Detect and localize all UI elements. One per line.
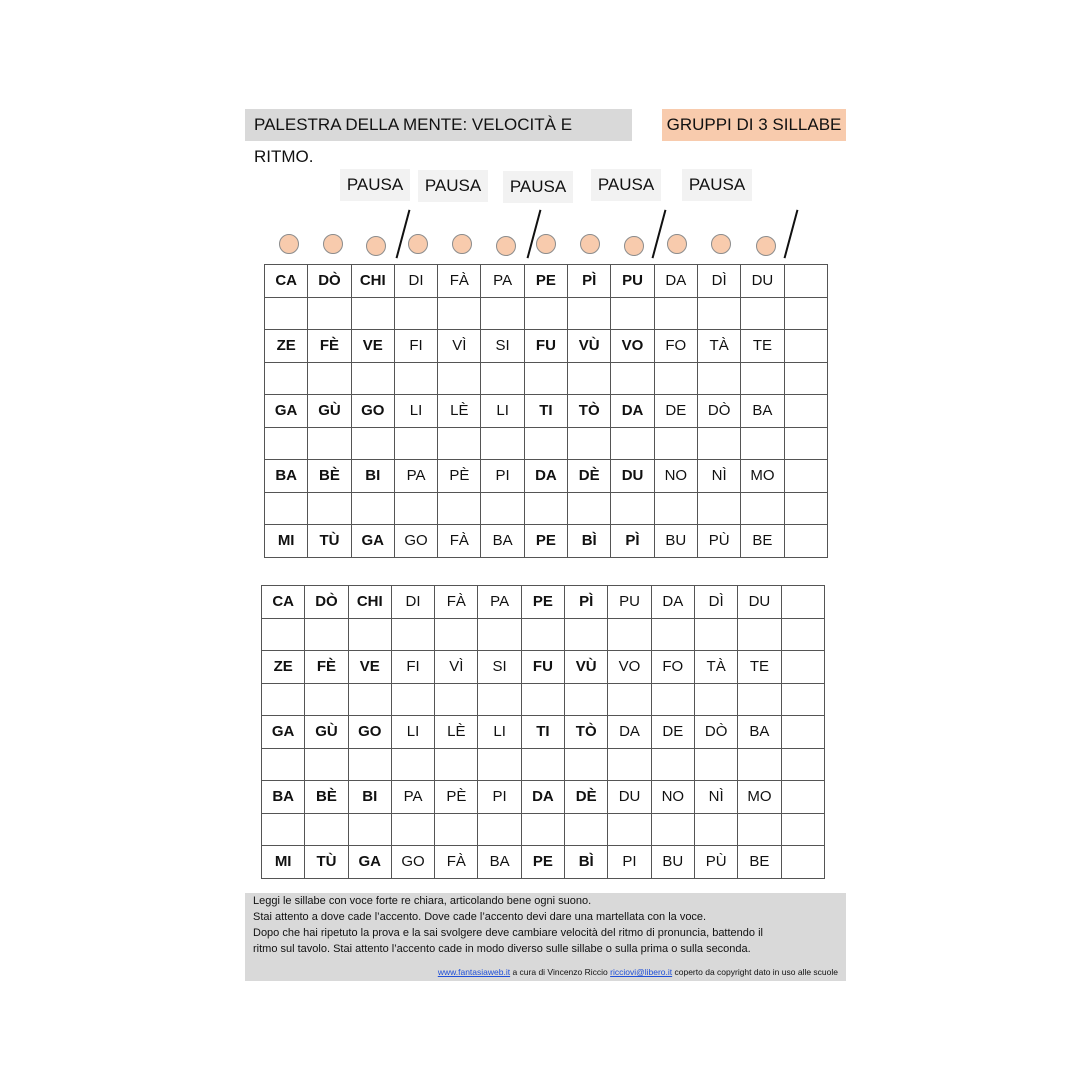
blank-cell (481, 362, 524, 395)
syllable-cell: FÈ (305, 651, 348, 684)
blank-cell (351, 492, 394, 525)
syllable-cell: DÒ (308, 265, 351, 298)
email-link[interactable]: ricciovi@libero.it (610, 967, 673, 977)
syllable-cell: DU (611, 460, 654, 493)
syllable-cell: PA (394, 460, 437, 493)
syllable-cell: DA (651, 586, 694, 619)
syllable-cell: LI (481, 395, 524, 428)
syllable-cell: VÌ (438, 330, 481, 363)
blank-cell (784, 427, 827, 460)
syllable-dot (366, 236, 386, 256)
syllable-cell: GO (351, 395, 394, 428)
blank-cell (391, 683, 434, 716)
site-link[interactable]: www.fantasiaweb.it (437, 967, 511, 977)
blank-cell (262, 683, 305, 716)
syllable-cell: PA (481, 265, 524, 298)
syllable-cell: FO (651, 651, 694, 684)
blank-cell (697, 362, 740, 395)
blank-cell (741, 492, 784, 525)
blank-cell (697, 297, 740, 330)
syllable-dot (711, 234, 731, 254)
blank-cell (265, 362, 308, 395)
syllable-cell: FÀ (438, 265, 481, 298)
syllable-cell: BA (738, 716, 781, 749)
syllable-cell (781, 846, 824, 879)
blank-cell (435, 813, 478, 846)
syllable-cell: CA (265, 265, 308, 298)
blank-cell (568, 492, 611, 525)
syllable-cell: BI (348, 781, 391, 814)
syllable-cell: GO (348, 716, 391, 749)
blank-cell (784, 362, 827, 395)
syllable-cell (784, 525, 827, 558)
blank-cell (524, 427, 567, 460)
blank-cell (697, 427, 740, 460)
syllable-cell: FU (521, 651, 564, 684)
blank-cell (305, 813, 348, 846)
blank-cell (391, 748, 434, 781)
blank-cell (478, 813, 521, 846)
syllable-cell: VE (351, 330, 394, 363)
syllable-cell: FÀ (435, 586, 478, 619)
syllable-cell: TÒ (565, 716, 608, 749)
blank-cell (348, 813, 391, 846)
blank-cell (608, 748, 651, 781)
syllable-cell: VE (348, 651, 391, 684)
syllable-cell: DA (654, 265, 697, 298)
blank-cell (438, 492, 481, 525)
syllable-cell: CHI (348, 586, 391, 619)
syllable-cell (781, 781, 824, 814)
syllable-cell: BU (651, 846, 694, 879)
syllable-cell (784, 460, 827, 493)
blank-cell (565, 748, 608, 781)
blank-cell (654, 492, 697, 525)
blank-cell (651, 813, 694, 846)
syllable-cell: PI (478, 781, 521, 814)
syllable-cell: BA (481, 525, 524, 558)
blank-cell (741, 427, 784, 460)
syllable-cell (784, 330, 827, 363)
syllable-cell: PE (521, 586, 564, 619)
syllable-cell: TÙ (305, 846, 348, 879)
blank-cell (348, 748, 391, 781)
blank-cell (521, 813, 564, 846)
blank-cell (524, 362, 567, 395)
syllable-cell: PE (524, 265, 567, 298)
syllable-cell: PÌ (611, 525, 654, 558)
syllable-cell: PÈ (435, 781, 478, 814)
blank-row (262, 748, 825, 781)
syllable-cell: FÀ (438, 525, 481, 558)
syllable-cell: DU (608, 781, 651, 814)
syllable-cell: DI (394, 265, 437, 298)
syllable-cell: PE (524, 525, 567, 558)
blank-cell (694, 618, 737, 651)
syllable-cell: PA (478, 586, 521, 619)
blank-cell (738, 683, 781, 716)
syllable-dot (536, 234, 556, 254)
syllable-cell: PÈ (438, 460, 481, 493)
syllable-cell: DA (611, 395, 654, 428)
credits (438, 967, 838, 977)
syllable-cell: BÈ (305, 781, 348, 814)
syllable-cell: DÌ (694, 586, 737, 619)
table-row (262, 781, 825, 814)
blank-cell (481, 492, 524, 525)
syllable-table-2 (261, 585, 825, 879)
blank-cell (781, 618, 824, 651)
blank-cell (305, 618, 348, 651)
blank-row (262, 683, 825, 716)
blank-cell (308, 492, 351, 525)
blank-cell (781, 748, 824, 781)
syllable-cell: PI (481, 460, 524, 493)
pause-label-3: PAUSA (503, 171, 573, 203)
instruction-line-2: Stai attento a dove cade l’accento. Dove cade l’accento devi dare una martellata con la voce. (253, 911, 707, 923)
blank-cell (654, 297, 697, 330)
blank-cell (478, 683, 521, 716)
pause-label-5: PAUSA (682, 169, 752, 201)
blank-cell (608, 618, 651, 651)
syllable-cell: BÈ (308, 460, 351, 493)
syllable-cell: GA (262, 716, 305, 749)
syllable-cell: LI (478, 716, 521, 749)
blank-cell (568, 427, 611, 460)
syllable-dot (496, 236, 516, 256)
blank-cell (262, 748, 305, 781)
pause-slash (652, 210, 667, 259)
blank-cell (654, 427, 697, 460)
syllable-cell: DÈ (565, 781, 608, 814)
syllable-cell: PE (521, 846, 564, 879)
syllable-cell: BÌ (565, 846, 608, 879)
syllable-cell: GÙ (308, 395, 351, 428)
syllable-cell: FI (394, 330, 437, 363)
syllable-cell: BE (738, 846, 781, 879)
blank-cell (348, 683, 391, 716)
blank-row (265, 297, 828, 330)
syllable-cell: NO (651, 781, 694, 814)
syllable-cell: TÀ (694, 651, 737, 684)
table-row (265, 395, 828, 428)
syllable-cell: GÙ (305, 716, 348, 749)
syllable-cell: DÈ (568, 460, 611, 493)
blank-row (262, 618, 825, 651)
syllable-cell: GA (351, 525, 394, 558)
blank-cell (481, 297, 524, 330)
syllable-cell: BA (478, 846, 521, 879)
syllable-cell: BA (265, 460, 308, 493)
syllable-cell: MI (262, 846, 305, 879)
blank-cell (521, 748, 564, 781)
syllable-cell (781, 586, 824, 619)
syllable-cell: DA (524, 460, 567, 493)
blank-cell (265, 297, 308, 330)
syllable-cell: MO (741, 460, 784, 493)
table-row (262, 586, 825, 619)
syllable-cell: MI (265, 525, 308, 558)
blank-cell (694, 748, 737, 781)
syllable-cell: GO (391, 846, 434, 879)
pause-slash (396, 210, 411, 259)
syllable-cell: DÌ (697, 265, 740, 298)
blank-cell (438, 362, 481, 395)
pause-label-1: PAUSA (340, 169, 410, 201)
blank-cell (651, 748, 694, 781)
blank-cell (481, 427, 524, 460)
blank-cell (697, 492, 740, 525)
syllable-cell: MO (738, 781, 781, 814)
blank-cell (565, 618, 608, 651)
blank-cell (611, 427, 654, 460)
syllable-cell: TÙ (308, 525, 351, 558)
blank-cell (651, 683, 694, 716)
blank-cell (394, 427, 437, 460)
syllable-cell: LÈ (438, 395, 481, 428)
syllable-cell (781, 651, 824, 684)
syllable-cell: VO (608, 651, 651, 684)
instructions-box (245, 893, 846, 981)
syllable-dot (667, 234, 687, 254)
syllable-cell: NO (654, 460, 697, 493)
syllable-cell: PI (608, 846, 651, 879)
instruction-line-4: ritmo sul tavolo. Stai attento l’accento cade in modo diverso sulle sillabe o sulla prima o sulla seconda. (253, 943, 751, 955)
syllable-cell: DI (391, 586, 434, 619)
blank-cell (265, 492, 308, 525)
table-row (262, 716, 825, 749)
blank-cell (568, 362, 611, 395)
syllable-cell: PÌ (568, 265, 611, 298)
syllable-dot (323, 234, 343, 254)
syllable-cell: DE (654, 395, 697, 428)
syllable-cell: BA (741, 395, 784, 428)
syllable-cell: NÌ (697, 460, 740, 493)
copyright-note: coperto da copyright dato in uso alle scuole (672, 967, 838, 977)
syllable-cell: VÙ (565, 651, 608, 684)
syllable-cell: VÙ (568, 330, 611, 363)
syllable-cell: PU (608, 586, 651, 619)
blank-cell (784, 297, 827, 330)
pause-label-2: PAUSA (418, 170, 488, 202)
instruction-line-1: Leggi le sillabe con voce forte re chiara, articolando bene ogni suono. (253, 895, 592, 907)
blank-cell (308, 427, 351, 460)
blank-cell (654, 362, 697, 395)
syllable-cell: FÀ (435, 846, 478, 879)
syllable-cell: ZE (262, 651, 305, 684)
syllable-cell: DÒ (305, 586, 348, 619)
blank-cell (305, 683, 348, 716)
blank-cell (262, 618, 305, 651)
blank-cell (262, 813, 305, 846)
syllable-cell (784, 265, 827, 298)
blank-cell (351, 362, 394, 395)
blank-cell (391, 618, 434, 651)
blank-cell (568, 297, 611, 330)
syllable-cell: PÙ (697, 525, 740, 558)
syllable-cell: FO (654, 330, 697, 363)
blank-row (265, 427, 828, 460)
syllable-cell: BA (262, 781, 305, 814)
syllable-cell: GA (348, 846, 391, 879)
table-row (262, 651, 825, 684)
blank-cell (351, 297, 394, 330)
blank-cell (565, 683, 608, 716)
syllable-cell: TE (741, 330, 784, 363)
blank-cell (394, 297, 437, 330)
blank-cell (694, 683, 737, 716)
blank-cell (565, 813, 608, 846)
blank-cell (265, 427, 308, 460)
syllable-cell: PA (391, 781, 434, 814)
page-title: PALESTRA DELLA MENTE: VELOCITÀ E RITMO. (245, 109, 632, 141)
blank-cell (521, 618, 564, 651)
blank-cell (435, 748, 478, 781)
syllable-cell: DU (741, 265, 784, 298)
blank-cell (741, 362, 784, 395)
syllable-cell: LI (391, 716, 434, 749)
syllable-dot (408, 234, 428, 254)
table-row (265, 460, 828, 493)
blank-cell (738, 618, 781, 651)
syllable-cell: DÒ (694, 716, 737, 749)
syllable-dot (624, 236, 644, 256)
syllable-dot (452, 234, 472, 254)
blank-cell (781, 813, 824, 846)
blank-cell (741, 297, 784, 330)
blank-cell (435, 618, 478, 651)
syllable-cell: DA (608, 716, 651, 749)
table-row (265, 265, 828, 298)
blank-cell (391, 813, 434, 846)
blank-cell (478, 618, 521, 651)
syllable-cell: TÒ (568, 395, 611, 428)
syllable-cell: TÀ (697, 330, 740, 363)
syllable-cell (781, 716, 824, 749)
blank-cell (694, 813, 737, 846)
syllable-cell (784, 395, 827, 428)
syllable-dot (279, 234, 299, 254)
syllable-cell: CA (262, 586, 305, 619)
page-subtitle-badge: GRUPPI DI 3 SILLABE (662, 109, 846, 141)
blank-cell (394, 492, 437, 525)
syllable-cell: DÒ (697, 395, 740, 428)
syllable-cell: PÌ (565, 586, 608, 619)
table-row (265, 525, 828, 558)
blank-cell (308, 297, 351, 330)
blank-cell (608, 813, 651, 846)
syllable-cell: SI (478, 651, 521, 684)
blank-row (265, 362, 828, 395)
syllable-cell: BU (654, 525, 697, 558)
syllable-cell: FU (524, 330, 567, 363)
blank-cell (611, 297, 654, 330)
syllable-cell: DU (738, 586, 781, 619)
syllable-cell: TE (738, 651, 781, 684)
syllable-cell: BE (741, 525, 784, 558)
blank-cell (438, 297, 481, 330)
syllable-dot (756, 236, 776, 256)
syllable-cell: GA (265, 395, 308, 428)
blank-cell (738, 813, 781, 846)
syllable-cell: LI (394, 395, 437, 428)
blank-cell (438, 427, 481, 460)
syllable-cell: ZE (265, 330, 308, 363)
syllable-cell: CHI (351, 265, 394, 298)
syllable-cell: DE (651, 716, 694, 749)
blank-cell (478, 748, 521, 781)
pause-slash (784, 210, 799, 259)
syllable-cell: LÈ (435, 716, 478, 749)
blank-cell (738, 748, 781, 781)
syllable-cell: BI (351, 460, 394, 493)
syllable-cell: NÌ (694, 781, 737, 814)
blank-cell (394, 362, 437, 395)
blank-cell (781, 683, 824, 716)
curated-by: a cura di Vincenzo Riccio (510, 967, 611, 977)
blank-cell (521, 683, 564, 716)
table-row (262, 846, 825, 879)
instruction-line-3: Dopo che hai ripetuto la prova e la sai svolgere deve cambiare velocità del ritmo di pronuncia, battendo il (253, 927, 763, 939)
blank-cell (524, 297, 567, 330)
blank-cell (611, 492, 654, 525)
syllable-cell: FI (391, 651, 434, 684)
syllable-cell: PU (611, 265, 654, 298)
syllable-cell: DA (521, 781, 564, 814)
syllable-cell: TI (521, 716, 564, 749)
blank-cell (435, 683, 478, 716)
blank-row (262, 813, 825, 846)
syllable-dot (580, 234, 600, 254)
blank-cell (308, 362, 351, 395)
syllable-cell: BÌ (568, 525, 611, 558)
blank-cell (611, 362, 654, 395)
blank-cell (784, 492, 827, 525)
blank-cell (524, 492, 567, 525)
blank-cell (305, 748, 348, 781)
syllable-cell: PÙ (694, 846, 737, 879)
syllable-cell: SI (481, 330, 524, 363)
syllable-cell: TI (524, 395, 567, 428)
blank-cell (348, 618, 391, 651)
blank-cell (651, 618, 694, 651)
blank-cell (351, 427, 394, 460)
syllable-table-1 (264, 264, 828, 558)
syllable-cell: FÈ (308, 330, 351, 363)
blank-row (265, 492, 828, 525)
pause-label-4: PAUSA (591, 169, 661, 201)
syllable-cell: VO (611, 330, 654, 363)
blank-cell (608, 683, 651, 716)
table-row (265, 330, 828, 363)
syllable-cell: VÌ (435, 651, 478, 684)
syllable-cell: GO (394, 525, 437, 558)
